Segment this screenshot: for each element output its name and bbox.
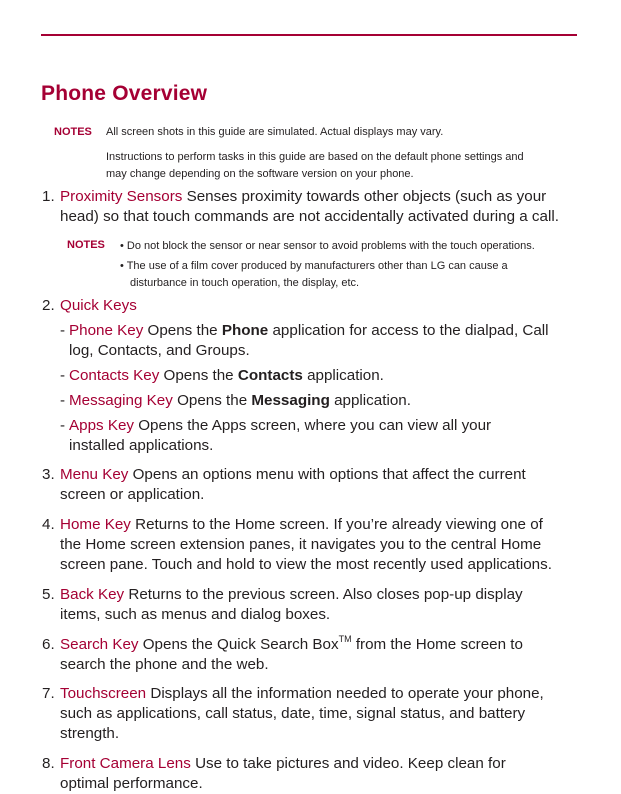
item-number: 1. [42,188,55,205]
item-number: 2. [42,297,55,314]
item-text: Opens an options menu with options that affect the current [128,466,526,483]
sub-text: application for access to the dialpad, Call [268,322,549,339]
notes-line: may change depending on the software version on your phone. [106,168,414,180]
item-text: screen pane. Touch and hold to view the most recently used applications. [60,556,552,573]
item-text: optimal performance. [60,775,203,792]
item-text: head) so that touch commands are not accidentally activated during a call. [60,208,559,225]
notes-label: NOTES [67,239,105,251]
item-text: Displays all the information needed to operate your phone, [146,685,544,702]
sub-text: Opens the [172,392,252,409]
item-text: strength. [60,725,120,742]
sub-text: installed applications. [69,437,214,454]
item-text: Returns to the previous screen. Also closes pop-up display [124,586,523,603]
item-text: Senses proximity towards other objects (such as your [182,188,547,205]
sub-term: Phone Key [69,322,144,339]
item-number: 5. [42,586,55,603]
item-text: items, such as menus and dialog boxes. [60,606,331,623]
item-term: Home Key [60,516,131,533]
item-term: Back Key [60,586,125,603]
item-text: from the Home screen to [351,636,523,653]
sub-term: Messaging Key [69,392,173,409]
item-text: such as applications, call status, date, time, signal status, and battery [60,705,526,722]
item-term: Proximity Sensors [60,188,183,205]
item-term: Search Key [60,636,139,653]
sub-term: Contacts Key [69,367,160,384]
sub-text: log, Contacts, and Groups. [69,342,250,359]
notes-line: All screen shots in this guide are simulated. Actual displays may vary. [106,126,444,138]
item-term: Touchscreen [60,685,147,702]
item-text: Opens the Quick Search Box [138,636,339,653]
trademark-mark: TM [338,634,352,644]
header-rule [41,34,577,36]
item-text: screen or application. [60,486,205,503]
sub-text: Opens the Apps screen, where you can view all your [134,417,492,434]
notes-bullet: disturbance in touch operation, the display, etc. [130,277,360,289]
item-term: Quick Keys [60,297,137,314]
page-title: Phone Overview [41,82,208,105]
item-number: 8. [42,755,55,772]
notes-bullet: • Do not block the sensor or near sensor to avoid problems with the touch operations. [120,240,535,252]
sub-bold: Phone [221,322,269,339]
sub-text: Opens the [159,367,238,384]
sub-dash: - [60,322,66,339]
sub-text: Opens the [143,322,222,339]
item-number: 3. [42,466,55,483]
sub-dash: - [60,417,66,434]
item-text: Use to take pictures and video. Keep clean for [190,755,506,772]
item-text: Returns to the Home screen. If you’re already viewing one of [130,516,543,533]
item-text: search the phone and the web. [60,656,269,673]
sub-bold: Messaging [251,392,330,409]
item-number: 7. [42,685,55,702]
item-number: 6. [42,636,55,653]
notes-label: NOTES [54,126,92,138]
sub-dash: - [60,392,66,409]
sub-text: application. [329,392,411,409]
item-text: the Home screen extension panes, it navigates you to the central Home [60,536,542,553]
item-term: Front Camera Lens [60,755,191,772]
notes-line: Instructions to perform tasks in this guide are based on the default phone settings and [106,151,524,163]
item-number: 4. [42,516,55,533]
item-term: Menu Key [60,466,129,483]
sub-term: Apps Key [69,417,135,434]
sub-dash: - [60,367,66,384]
sub-bold: Contacts [237,367,303,384]
sub-text: application. [302,367,384,384]
notes-bullet: • The use of a film cover produced by manufacturers other than LG can cause a [120,260,508,272]
